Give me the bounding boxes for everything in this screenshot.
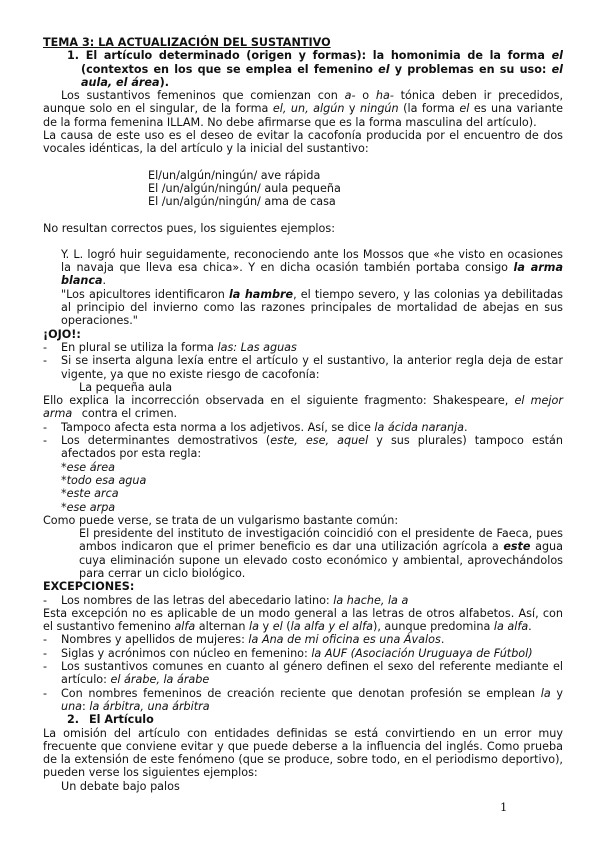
bullet-9-c: : — [82, 699, 90, 713]
bullet-dash: - — [43, 354, 48, 368]
p6-la: la — [249, 620, 259, 634]
quote-1-text: Y. L. logró huir seguidamente, reconociendo ante los Mossos que «he visto en ocasiones la navaja que lleva esa chica». Y en dicha ocasión también portaba consigo — [61, 247, 563, 275]
bullet-dash: - — [43, 434, 48, 448]
quote-1-highlight: la arma blanca — [61, 261, 563, 288]
paragraph-1 — [43, 89, 563, 129]
section-1-el-2: el — [378, 62, 390, 76]
page-title: TEMA 3: LA ACTUALIZACIÓN DEL SUSTANTIVO — [43, 36, 331, 49]
example-line-2: El /un/algún/ningún/ aula pequeña — [148, 181, 341, 195]
quote-2-highlight: la hambre — [228, 287, 294, 301]
p1-b: o — [355, 89, 376, 103]
p1-e: (la forma — [398, 102, 460, 116]
incorrect-example-2: *todo esa agua — [61, 473, 147, 487]
paragraph-2: La causa de este uso es el deseo de evitar la cacofonía producida por el encuentro de dos vocales idénticas, la del artículo y la inicial del sustantivo: — [43, 129, 563, 156]
bullet-9-b: y — [550, 686, 563, 700]
p1-c: tónica deben ir precedidos, aunque solo en el singular, de la forma — [43, 89, 564, 116]
bullet-7-example: la AUF (Asociación Uruguaya de Fútbol) — [311, 646, 533, 660]
section-2-number: 2. — [67, 713, 80, 727]
bullet-8-text: Los sustantivos comunes en cuanto al género definen el sexo del referente mediante el artículo: — [61, 660, 563, 687]
bullet-3 — [43, 421, 563, 434]
bullet-4-text: Los determinantes demostrativos ( — [61, 434, 271, 448]
p1-d: y — [344, 102, 361, 116]
bullet-9-la: la — [540, 686, 551, 700]
section-2-label: El Artículo — [88, 713, 154, 727]
bullet-3-end: . — [464, 420, 468, 434]
bullet-9-text: Con nombres femeninos de creación reciente que denotan profesión se emplean — [61, 686, 541, 700]
bullet-dash: - — [43, 420, 48, 434]
bullet-9-una: una — [61, 699, 83, 713]
spacer — [43, 235, 563, 248]
bullet-4 — [43, 434, 563, 461]
ojo-heading: ¡OJO!: — [43, 327, 81, 341]
bullet-3-example: la ácida naranja — [374, 420, 464, 434]
p1-el: el — [459, 102, 470, 116]
paragraph-5: Como puede verse, se trata de un vulgarismo bastante común: — [43, 513, 399, 527]
page-number: 1 — [500, 800, 508, 814]
bullet-7-text: Siglas y acrónimos con núcleo en femenino: — [61, 646, 312, 660]
incorrect-example-1: *ese área — [61, 460, 115, 474]
quote-1 — [43, 248, 563, 288]
incorrect-example-4: *ese arpa — [61, 500, 116, 514]
p6-f: . — [528, 620, 532, 634]
section-1-number: 1. — [67, 49, 80, 63]
quote-3 — [43, 527, 563, 580]
quote-2 — [43, 288, 563, 328]
p1-f: es una variante de la forma femenina ILLAM. No debe afirmarse que es la forma masculina del artículo). — [43, 102, 563, 129]
paragraph-7-example: Un debate bajo palos — [61, 779, 180, 793]
bullet-6-end: . — [440, 633, 445, 647]
spacer — [43, 209, 563, 222]
bullet-5-text: Los nombres de las letras del abecedario latino: — [61, 593, 334, 607]
quote-3-highlight: este — [503, 540, 531, 554]
bullet-9-example: la árbitra, una árbitra — [89, 699, 210, 713]
p1-ha-prefix: ha- — [375, 89, 394, 103]
bullet-dash: - — [43, 660, 48, 674]
p1-ningun: ningún — [360, 102, 399, 116]
section-1-text-b: (contextos en los que se emplea el femenino — [81, 62, 379, 76]
bullet-dash: - — [43, 340, 48, 354]
p4-b: contra el crimen. — [78, 407, 178, 421]
section-1-text-d: ). — [159, 75, 169, 89]
exceptions-heading: EXCEPCIONES: — [43, 580, 135, 594]
p4-example: el mejor arma — [43, 394, 563, 421]
bullet-1-example: las: Las aguas — [217, 340, 297, 354]
spacer — [43, 156, 563, 169]
bullet-3-text: Tampoco afecta esta norma a los adjetivos. Así, se dice — [61, 420, 375, 434]
paragraph-7: La omisión del artículo con entidades definidas se está convirtiendo en un error muy frecuente que conviene evitar y que puede deberse a la influencia del inglés. Como prueba de la extensión de este fenómeno (que se produce, sobre todo, en el periodismo deportivo), pueden verse los siguientes ejemplos: — [43, 726, 563, 780]
p6-alfa: alfa — [174, 620, 196, 634]
bullet-6-example: la Ana de mi oficina es una Ávalos — [248, 633, 441, 647]
p6-d: ( — [282, 620, 291, 634]
bullet-6 — [43, 633, 563, 646]
section-1-text-c: y problemas en su uso: — [389, 62, 552, 76]
p6-el: el — [272, 620, 283, 634]
bullet-4-demonstratives: este, ese, aquel — [270, 434, 369, 448]
p1-forms: el, un, algún — [272, 102, 345, 116]
section-1-heading — [43, 49, 563, 89]
section-1-el-1: el — [551, 49, 563, 63]
quote-2-end: , el tiempo severo, y las colonias ya debilitadas al principio del invierno como las razones principales de mortalidad de abejas en sus operaciones." — [61, 287, 563, 328]
bullet-1 — [43, 341, 563, 354]
p4-a: Ello explica la incorrección observada en el siguiente fragmento: Shakespeare, — [43, 394, 515, 408]
quote-3-end: agua cuya eliminación supone un elevado costo económico y ambiental, aprovechándolos para cerrar un ciclo biológico. — [79, 540, 564, 580]
p6-la-alfa: la alfa — [493, 620, 529, 634]
bullet-2 — [43, 354, 563, 381]
quote-3-text: El presidente del instituto de investigación coincidió con el presidente de Faeca, pues ambos indicaron que el primer beneficio es dar una utilización agrícola a — [79, 527, 563, 554]
bullet-8-example: el árabe, la árabe — [110, 673, 210, 687]
paragraph-6 — [43, 607, 563, 634]
p6-b: alternan — [195, 620, 249, 634]
bullet-7 — [43, 647, 563, 660]
bullet-4-end: y sus plurales) tampoco están afectados por esta regla: — [61, 434, 564, 461]
bullet-2-example: La pequeña aula — [79, 380, 173, 394]
p6-alternation: la alfa y el alfa — [290, 620, 373, 634]
bullet-5 — [43, 594, 563, 607]
bullet-dash: - — [43, 646, 48, 660]
quote-2-text: "Los apicultores identificaron — [61, 287, 229, 301]
p1-a-prefix: a- — [344, 89, 356, 103]
section-1-text-a: El artículo determinado (origen y formas): la homonimia de la forma — [85, 49, 552, 63]
bullet-2-text: Si se inserta alguna lexía entre el artículo y el sustantivo, la anterior regla deja de estar vigente, ya que no existe riesgo de cacofonía: — [61, 354, 563, 381]
p1-a: Los sustantivos femeninos que comienzan con — [61, 89, 345, 103]
bullet-dash: - — [43, 686, 48, 700]
bullet-1-text: En plural se utiliza la forma — [61, 340, 218, 354]
p6-c: y — [258, 620, 273, 634]
bullet-dash: - — [43, 633, 48, 647]
example-line-1: El/un/algún/ningún/ ave rápida — [148, 168, 321, 182]
bullet-5-example: la hache, la a — [333, 593, 409, 607]
p6-a: Esta excepción no es aplicable de un modo general a las letras de otros alfabetos. Así, con el sustantivo femenino — [43, 606, 563, 634]
section-2-heading — [43, 713, 563, 726]
quote-1-end: . — [102, 274, 107, 288]
bullet-8 — [43, 660, 563, 687]
paragraph-4 — [43, 394, 563, 421]
p6-e: ), aunque predomina — [372, 620, 494, 634]
bullet-9 — [43, 687, 563, 714]
paragraph-3: No resultan correctos pues, los siguientes ejemplos: — [43, 221, 335, 235]
incorrect-example-3: *este arca — [61, 487, 119, 501]
bullet-dash: - — [43, 593, 48, 607]
bullet-6-text: Nombres y apellidos de mujeres: — [61, 633, 249, 647]
document-body — [43, 36, 563, 793]
example-line-3: El /un/algún/ningún/ ama de casa — [148, 195, 336, 209]
section-1-example: el aula, el área — [81, 62, 563, 89]
